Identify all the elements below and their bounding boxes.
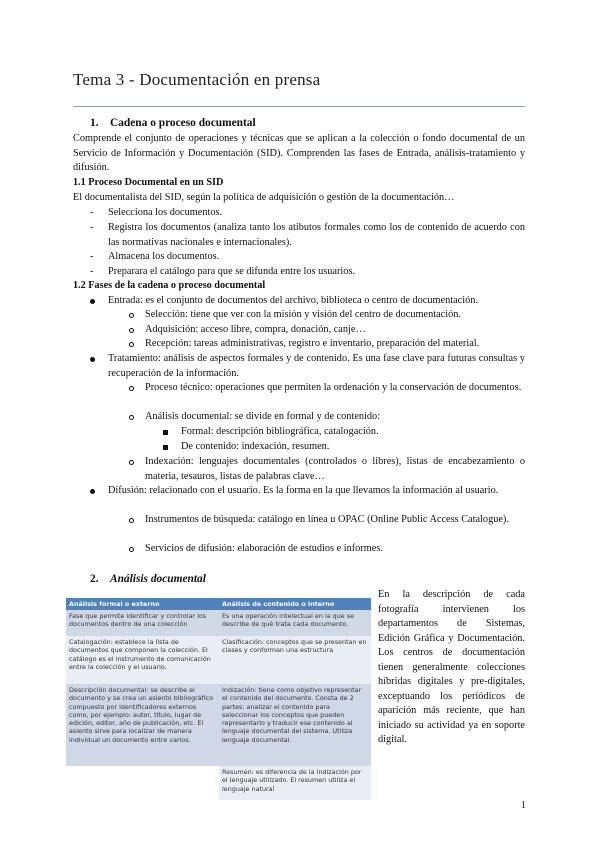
circle-bullet-icon — [129, 328, 134, 333]
entrada-text: Entrada: es el conjunto de documentos del archivo, biblioteca o centro de documentación. — [108, 295, 478, 306]
section-1-number: 1. — [90, 117, 99, 129]
dash-marker: - — [90, 266, 94, 277]
list-item: Preparara el catálogo para que se difunda entre los usuarios. — [108, 266, 356, 277]
table-row — [66, 610, 371, 637]
section-2-title: Análisis documental — [110, 573, 206, 585]
table-header-cell: Análisis de contenido o interno — [222, 600, 335, 608]
circle-bullet-icon — [129, 386, 134, 391]
dash-marker: - — [90, 251, 94, 262]
list-item: Recepción: tareas administrativas, registro e inventario, preparación del material. — [145, 338, 480, 349]
subsection-1-2-heading: 1.2 Fases de la cadena o proceso documental — [73, 280, 266, 291]
tratamiento-text: Tratamiento: análisis de aspectos formales y de contenido. Es una fase clave para futuras consultas y recuperación de la información. — [108, 353, 525, 379]
section-1-intro: Comprende el conjunto de operaciones y técnicas que se aplican a la colección o fondo documental de un Servicio de Información y Documentación (SID). Comprenden las fases de Entrada, análisis-tratamiento y difusión. — [73, 133, 525, 174]
table-cell: Catalogación: establece la lista de documentos que componen la colección. El catálogo es el instrumento de comunicación entre la colección y el usuario. — [69, 638, 211, 671]
page-title: Tema 3 - Documentación en prensa — [73, 70, 321, 89]
table-header-row — [66, 598, 371, 610]
side-paragraph: En la descripción de cada fotografía intervienen los departamentos de Sistemas, Edición Gráfica y Documentación. Los centros de documentación tienen generalmente colecciones híbridas digitales y pre-digitales, exceptuando los periódicos de aparición más reciente, que han iniciado su actividad ya en soporte digital. — [378, 589, 525, 745]
page-number: 1 — [521, 800, 526, 811]
section-1-heading — [90, 117, 256, 129]
table-cell: Es una operación intelectual en la que se describe de qué trata cada documento. — [222, 612, 355, 629]
dash-marker: - — [90, 222, 94, 233]
subsection-1-1-heading: 1.1 Proceso Documental en un SID — [73, 177, 224, 188]
table-row — [66, 766, 371, 800]
title-divider — [73, 106, 525, 107]
list-item: Análisis documental: se divide en formal y de contenido: — [145, 411, 381, 422]
list-item: Servicios de difusión: elaboración de estudios e informes. — [145, 543, 383, 554]
table-row — [66, 684, 371, 767]
dash-marker: - — [90, 207, 94, 218]
section-2-number: 2. — [90, 573, 99, 585]
list-item: Registra los documentos (analiza tanto los atibutos formales como los de contenido de acuerdo con las normativas nacionales e internacionales). — [108, 222, 525, 248]
list-item: Almacena los documentos. — [108, 251, 220, 262]
table-cell: Fase que permite identificar y controlar los documentos dentro de una colección — [69, 612, 207, 629]
circle-bullet-icon — [129, 342, 134, 347]
table-cell: Clasificación: conceptos que se presentan en clases y conforman una estructura — [222, 638, 367, 655]
square-bullet-icon — [163, 445, 168, 450]
table-cell — [66, 766, 219, 800]
table-cell: Resumen: es diferencia de la indización por el lenguaje utilizado. El resumen utiliza el lenguaje natural — [219, 766, 371, 800]
list-item: Formal: descripción bibliográfica, catalogación. — [181, 426, 379, 437]
bullet-icon — [90, 357, 95, 362]
list-item: Selecciona los documentos. — [108, 207, 223, 218]
list-item: Instrumentos de búsqueda: catálogo en línea u OPAC (Online Public Access Catalogue). — [145, 514, 509, 525]
circle-bullet-icon — [129, 518, 134, 523]
table-row — [66, 636, 371, 685]
circle-bullet-icon — [129, 547, 134, 552]
square-bullet-icon — [163, 430, 168, 435]
table-cell: Descripción documental: se describe el documento y se crea un asiento bibliográfico compuesto por identificadores externos como, por ejemplo: autor, título, lugar de edición, editor, año de publicación, etc. El asiento sirve para localizar de manera individual un documento entre varios. — [69, 686, 214, 744]
list-item: Selección: tiene que ver con la misión y visión del centro de documentación. — [145, 309, 461, 320]
difusion-text: Difusión: relacionado con el usuario. Es la forma en la que llevamos la información al usuario. — [108, 485, 499, 496]
list-item: Adquisición: acceso libre, compra, donación, canje… — [145, 324, 366, 335]
circle-bullet-icon — [129, 460, 134, 465]
table-cell: Indización: tiene como objetivo representar el contenido del documento. Consta de 2 partes: analizar el contenido para seleccionar los conceptos que pueden representarlo y traducir ese contenido al lenguaje documental del sistema. Utiliza lenguaje documental. — [222, 686, 362, 744]
section-2-heading — [90, 573, 206, 585]
subsection-1-1-intro: El documentalista del SID, según la política de adquisición o gestión de la documentación… — [73, 192, 455, 203]
circle-bullet-icon — [129, 415, 134, 420]
list-item: De contenido: indexación, resumen. — [181, 441, 330, 452]
bullet-icon — [90, 299, 95, 304]
circle-bullet-icon — [129, 313, 134, 318]
list-item: Proceso técnico: operaciones que permiten la ordenación y la conservación de documentos. — [145, 382, 522, 393]
section-1-title: Cadena o proceso documental — [110, 117, 256, 129]
bullet-icon — [90, 489, 95, 494]
list-item: Indexación: lenguajes documentales (controlados o libres), listas de encabezamiento o materia, tesauros, listas de palabras clave… — [145, 456, 525, 482]
table-header-cell: Análisis formal o externo — [69, 600, 160, 608]
